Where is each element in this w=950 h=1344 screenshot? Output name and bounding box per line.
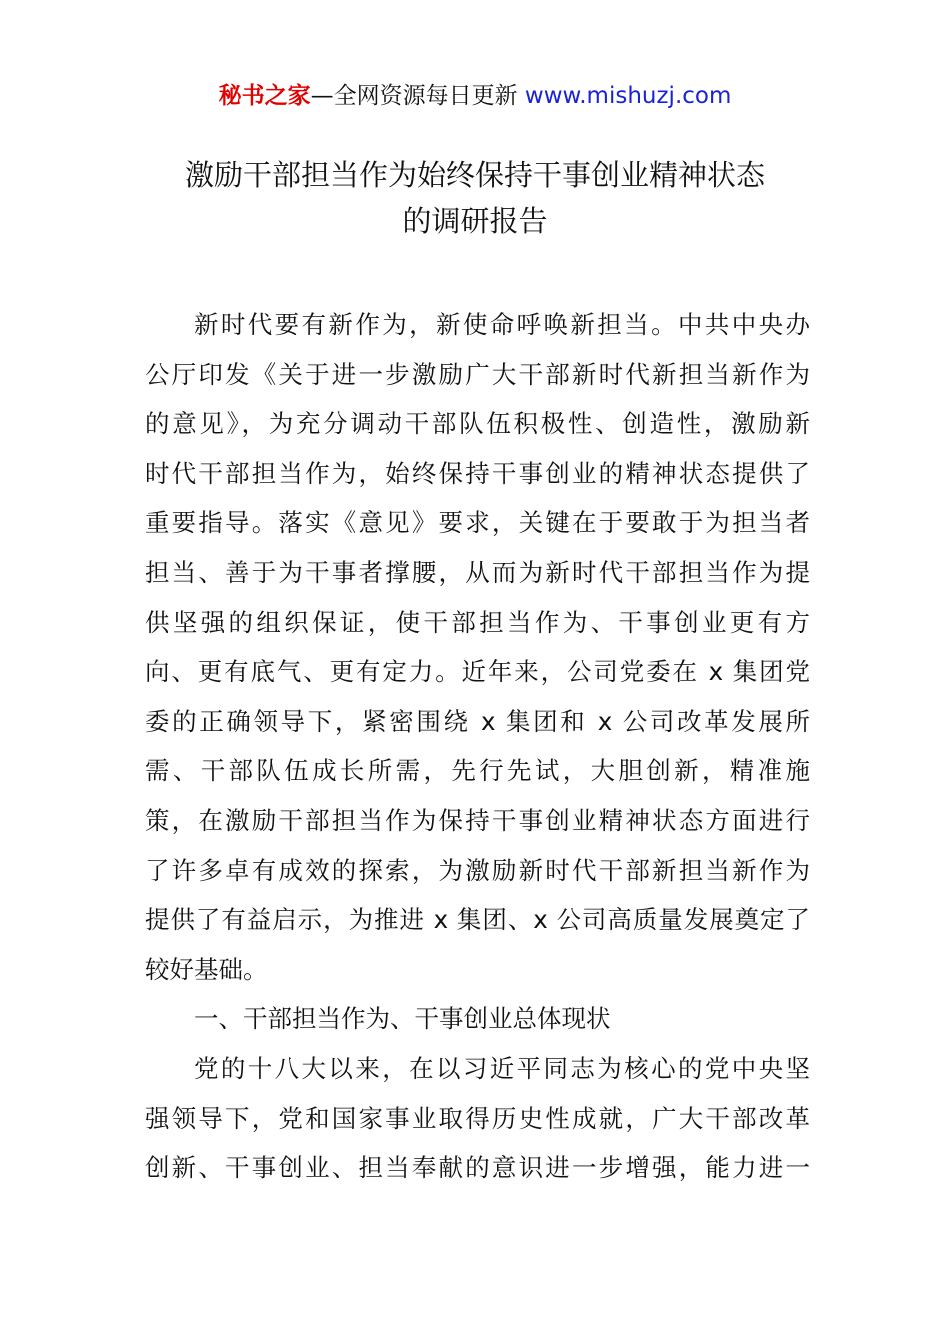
body-line: 较好基础。: [145, 954, 268, 984]
body-line: 公厅印发《关于进一步激励广大干部新时代新担当新作为: [145, 359, 810, 389]
body-line: 向、更有底气、更有定力。近年来，公司党委在 x 集团党: [145, 657, 810, 687]
title-line: 激励干部担当作为始终保持干事创业精神状态: [184, 158, 765, 192]
document-body: [145, 300, 810, 1193]
document-title: [100, 152, 850, 244]
site-tagline: —全网资源每日更新: [310, 83, 525, 109]
body-line: 委的正确领导下，紧密围绕 x 集团和 x 公司改革发展所: [145, 706, 810, 736]
body-line: 的意见》，为充分调动干部队伍积极性、创造性，激励新: [145, 409, 810, 439]
body-line: 强领导下，党和国家事业取得历史性成就，广大干部改革: [145, 1103, 810, 1133]
body-line: 供坚强的组织保证，使干部担当作为、干事创业更有方: [145, 607, 810, 637]
body-line: 策，在激励干部担当作为保持干事创业精神状态方面进行: [145, 805, 810, 835]
body-line: 需、干部队伍成长所需，先行先试，大胆创新，精准施: [145, 756, 810, 786]
body-line: 创新、干事创业、担当奉献的意识进一步增强，能力进一: [145, 1153, 810, 1183]
site-brand: 秘书之家: [218, 83, 311, 109]
body-line: 党的十八大以来，在以习近平同志为核心的党中央坚: [194, 1053, 810, 1083]
body-line: 时代干部担当作为，始终保持干事创业的精神状态提供了: [145, 458, 810, 488]
section-heading: 一、干部担当作为、干事创业总体现状: [194, 1004, 611, 1034]
title-line: 的调研报告: [402, 204, 548, 238]
body-line: 新时代要有新作为，新使命呼唤新担当。中共中央办: [194, 310, 810, 339]
body-line: 重要指导。落实《意见》要求，关键在于要敢于为担当者: [145, 508, 810, 538]
body-line: 提供了有益启示，为推进 x 集团、x 公司高质量发展奠定了: [145, 905, 810, 935]
site-header: [0, 80, 950, 112]
site-url-link[interactable]: www.mishuzj.com: [524, 83, 732, 109]
body-line: 了许多卓有成效的探索，为激励新时代干部新担当新作为: [145, 855, 810, 885]
body-line: 担当、善于为干事者撑腰，从而为新时代干部担当作为提: [145, 557, 810, 587]
